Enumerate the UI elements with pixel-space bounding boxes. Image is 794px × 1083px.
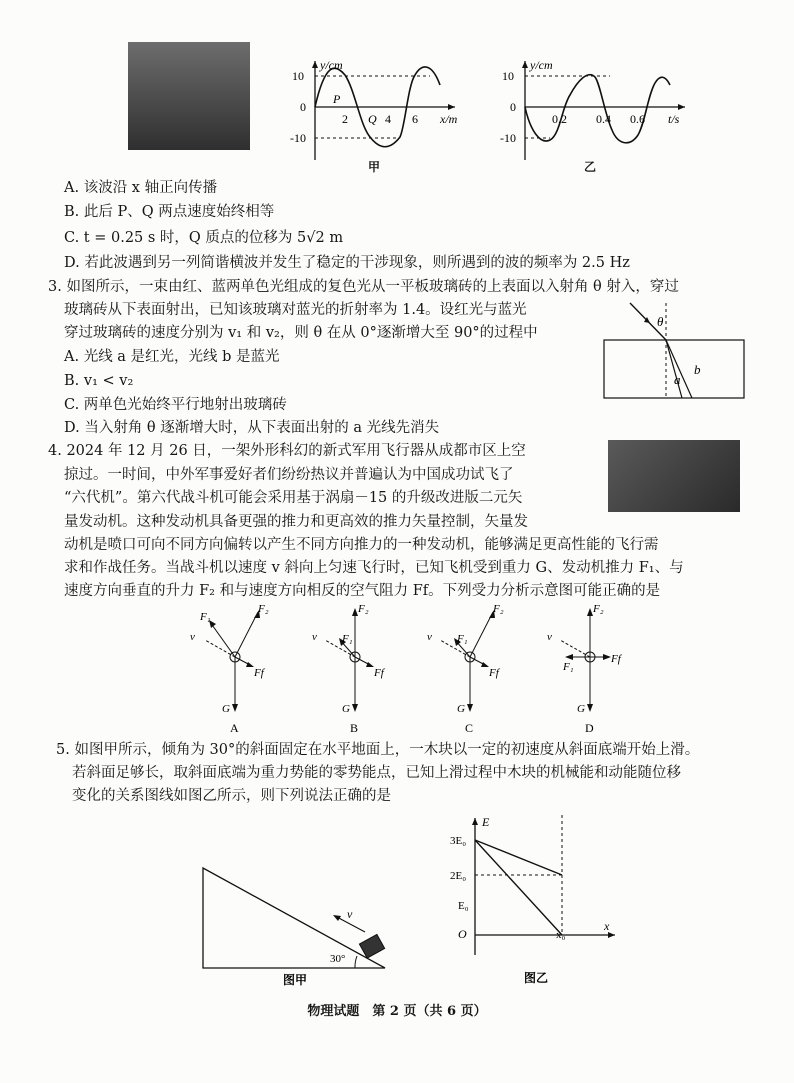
- svg-text:G: G: [577, 703, 585, 715]
- svg-text:0: 0: [300, 100, 306, 114]
- q5-stem-1: 5. 如图甲所示，倾角为 30°的斜面固定在水平地面上，一木块以一定的初速度从斜面底端开始上滑。: [56, 742, 700, 758]
- svg-text:y/cm: y/cm: [530, 58, 553, 72]
- svg-text:F₂: F₂: [258, 603, 269, 615]
- svg-text:Ff: Ff: [489, 667, 499, 679]
- wave-graph-jia: [290, 55, 460, 165]
- svg-text:b: b: [694, 362, 701, 377]
- q3-stem-2: 玻璃砖从下表面射出，已知该玻璃对蓝光的折射率为 1.4。设红光与蓝光: [64, 302, 527, 318]
- svg-text:a: a: [674, 372, 681, 387]
- q4-stem-2: 掠过。一时间，中外军事爱好者们纷纷热议并普遍认为中国成功试飞了: [64, 467, 514, 483]
- svg-text:D: D: [585, 721, 594, 735]
- svg-text:Ff: Ff: [254, 667, 264, 679]
- q5-stem-3: 变化的关系图线如图乙所示，则下列说法正确的是: [72, 788, 391, 804]
- svg-text:0.2: 0.2: [552, 112, 567, 126]
- svg-text:F₂: F₂: [593, 603, 604, 615]
- q3-option-c: C. 两单色光始终平行地射出玻璃砖: [64, 397, 287, 413]
- svg-text:O: O: [458, 927, 467, 941]
- page-footer: 物理试题 第 2 页（共 6 页）: [307, 1004, 487, 1019]
- svg-text:Q: Q: [368, 112, 377, 126]
- q4-stem-5: 动机是喷口可向不同方向偏转以产生不同方向推力的一种发动机，能够满足更高性能的飞行需: [64, 537, 659, 553]
- svg-text:B: B: [350, 721, 359, 735]
- q2-option-c: C. t = 0.25 s 时，Q 质点的位移为 5√2 m: [64, 230, 344, 246]
- force-diagram-c: [425, 600, 525, 735]
- svg-text:F₂: F₂: [493, 603, 504, 615]
- svg-text:E: E: [482, 815, 490, 829]
- svg-text:图乙: 图乙: [524, 971, 549, 985]
- svg-text:v: v: [547, 631, 552, 643]
- q5-stem-2: 若斜面足够长，取斜面底端为重力势能的零势能点，已知上滑过程中木块的机械能和动能随位移: [72, 765, 681, 781]
- svg-text:A: A: [230, 721, 239, 735]
- svg-text:P: P: [333, 92, 341, 106]
- svg-text:x: x: [604, 919, 610, 933]
- q2-option-b: B. 此后 P、Q 两点速度始终相等: [64, 204, 275, 220]
- svg-text:G: G: [342, 703, 350, 715]
- svg-text:E₀: E₀: [458, 900, 469, 912]
- energy-graph: [440, 810, 620, 995]
- svg-text:0: 0: [510, 100, 516, 114]
- svg-text:图甲: 图甲: [283, 973, 308, 987]
- glass-slab-figure: [600, 298, 750, 403]
- caption-jia: 甲: [368, 160, 381, 174]
- svg-text:Ff: Ff: [611, 653, 621, 665]
- q3-option-a: A. 光线 a 是红光，光线 b 是蓝光: [64, 349, 280, 365]
- svg-text:30°: 30°: [330, 953, 346, 965]
- svg-text:F₁: F₁: [457, 633, 468, 645]
- jet-photo: [608, 440, 740, 512]
- q4-stem-3: “六代机”。第六代战斗机可能会采用基于涡扇－15 的升级改进版二元矢: [64, 490, 523, 506]
- svg-text:v: v: [347, 907, 353, 921]
- svg-text:10: 10: [502, 69, 514, 83]
- svg-text:F₂: F₂: [358, 603, 369, 615]
- wave-graph-yi: [500, 55, 690, 165]
- question-photo: [128, 42, 250, 150]
- svg-text:F₁: F₁: [200, 611, 211, 623]
- svg-text:v: v: [312, 631, 317, 643]
- force-diagram-d: [545, 600, 645, 735]
- svg-text:C: C: [465, 721, 474, 735]
- q4-stem-7: 速度方向垂直的升力 F₂ 和与速度方向相反的空气阻力 Ff。下列受力分析示意图可能正确的是: [64, 583, 661, 599]
- svg-text:0.4: 0.4: [596, 112, 611, 126]
- svg-text:G: G: [222, 703, 230, 715]
- svg-text:-10: -10: [500, 131, 516, 145]
- q4-stem-1: 4. 2024 年 12 月 26 日，一架外形科幻的新式军用飞行器从成都市区上空: [48, 443, 526, 459]
- axis-label: y/cm: [320, 58, 343, 72]
- q2-option-d: D. 若此波遇到另一列简谐横波并发生了稳定的干涉现象，则所遇到的波的频率为 2.5 Hz: [64, 255, 630, 271]
- svg-text:Ff: Ff: [374, 667, 384, 679]
- svg-text:v: v: [190, 631, 195, 643]
- q3-option-d: D. 当入射角 θ 逐渐增大时，从下表面出射的 a 光线先消失: [64, 420, 440, 436]
- svg-text:0.6: 0.6: [630, 112, 645, 126]
- svg-text:x/m: x/m: [440, 112, 458, 126]
- svg-text:2E₀: 2E₀: [450, 870, 467, 882]
- q4-stem-6: 求和作战任务。当战斗机以速度 v 斜向上匀速飞行时，已知飞机受到重力 G、发动机推力 F₁、与: [64, 560, 684, 576]
- svg-text:2: 2: [342, 112, 348, 126]
- svg-text:F₁: F₁: [563, 661, 574, 673]
- q3-stem-3: 穿过玻璃砖的速度分别为 v₁ 和 v₂，则 θ 在从 0°逐渐增大至 90°的过程中: [64, 325, 538, 341]
- force-diagram-b: [310, 600, 410, 735]
- q3-option-b: B. v₁ < v₂: [64, 373, 134, 389]
- force-diagram-a: [190, 600, 290, 735]
- svg-text:-10: -10: [290, 131, 306, 145]
- svg-text:4: 4: [385, 112, 391, 126]
- svg-text:F₁: F₁: [342, 633, 353, 645]
- q4-stem-4: 量发动机。这种发动机具备更强的推力和更高效的推力矢量控制，矢量发: [64, 514, 528, 530]
- svg-text:10: 10: [292, 69, 304, 83]
- svg-text:v: v: [427, 631, 432, 643]
- q3-stem-1: 3. 如图所示，一束由红、蓝两单色光组成的复色光从一平板玻璃砖的上表面以入射角 θ 射入，穿过: [48, 279, 679, 295]
- svg-text:6: 6: [412, 112, 418, 126]
- svg-text:x₀: x₀: [556, 929, 566, 941]
- caption-yi: 乙: [584, 160, 597, 174]
- incline-figure: [195, 860, 395, 995]
- svg-text:G: G: [457, 703, 465, 715]
- svg-text:t/s: t/s: [668, 112, 680, 126]
- svg-text:θ: θ: [657, 314, 664, 329]
- q2-option-a: A. 该波沿 x 轴正向传播: [64, 180, 218, 196]
- svg-text:3E₀: 3E₀: [450, 835, 467, 847]
